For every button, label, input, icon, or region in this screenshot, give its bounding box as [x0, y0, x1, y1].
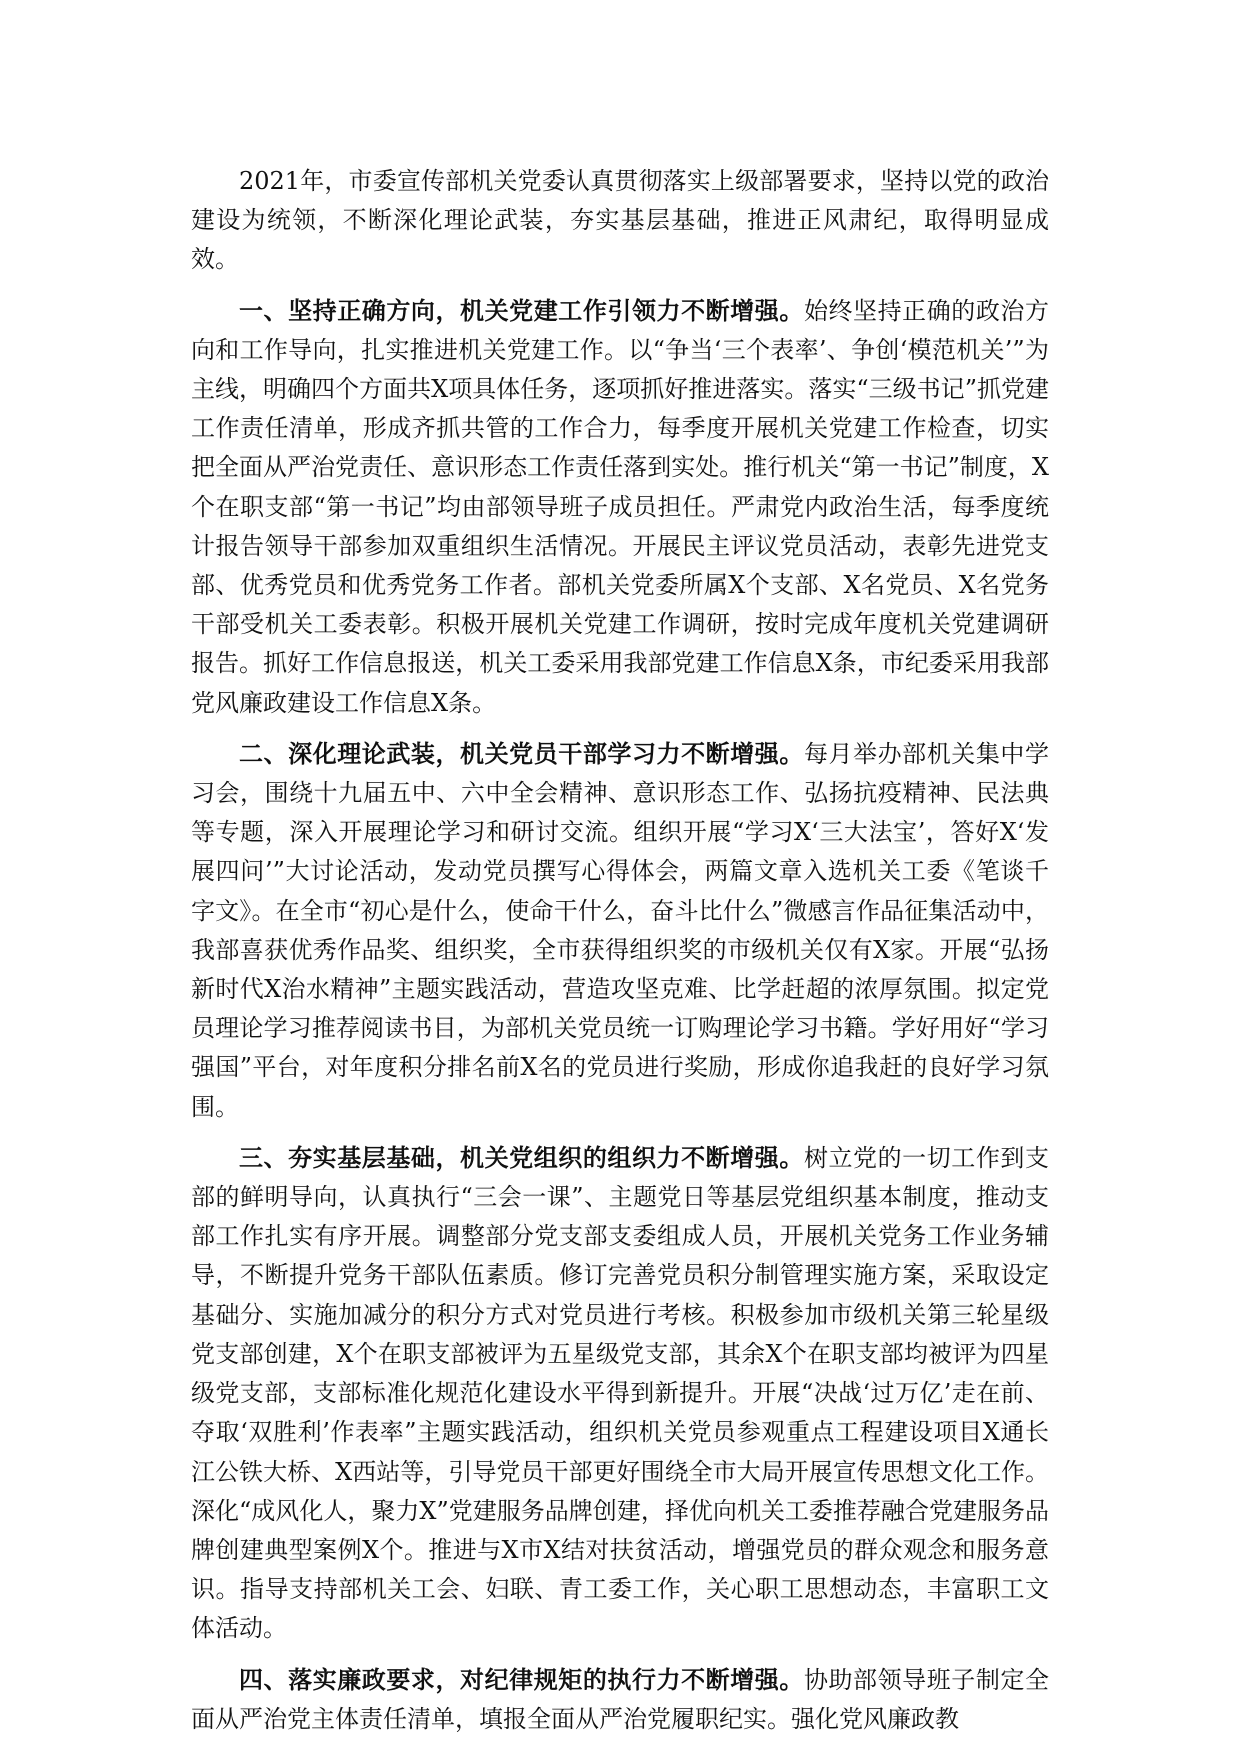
section-1-heading: 一、坚持正确方向，机关党建工作引领力不断增强。 [239, 295, 804, 325]
section-3-heading: 三、夯实基层基础，机关党组织的组织力不断增强。 [239, 1142, 804, 1172]
section-4-paragraph [191, 1660, 1049, 1739]
intro-paragraph: 2021年，市委宣传部机关党委认真贯彻落实上级部署要求，坚持以党的政治建设为统领，不断深化理论武装，夯实基层基础，推进正风肃纪，取得明显成效。 [191, 167, 1049, 274]
section-1-paragraph [191, 291, 1049, 723]
section-2-paragraph [191, 734, 1049, 1127]
section-3-paragraph [191, 1138, 1049, 1649]
section-1-body: 始终坚持正确的政治方向和工作导向，扎实推进机关党建工作。以“争当‘三个表率’、争创‘模范机关’”为主线，明确四个方面共X项具体任务，逐项抓好推进落实。落实“三级书记”抓党建工作责任清单，形成齐抓共管的工作合力，每季度开展机关党建工作检查，切实把全面从严治党责任、意识形态工作责任落到实处。推行机关“第一书记”制度，X个在职支部“第一书记”均由部领导班子成员担任。严肃党内政治生活，每季度统计报告领导干部参加双重组织生活情况。开展民主评议党员活动，表彰先进党支部、优秀党员和优秀党务工作者。部机关党委所属X个支部、X名党员、X名党务干部受机关工委表彰。积极开展机关党建工作调研，按时完成年度机关党建调研报告。抓好工作信息报送，机关工委采用我部党建工作信息X条，市纪委采用我部党风廉政建设工作信息X条。 [191, 296, 1049, 717]
section-2-body: 每月举办部机关集中学习会，围绕十九届五中、六中全会精神、意识形态工作、弘扬抗疫精神、民法典等专题，深入开展理论学习和研讨交流。组织开展“学习X‘三大法宝’，答好X‘发展四问’”大讨论活动，发动党员撰写心得体会，两篇文章入选机关工委《笔谈千字文》。在全市“初心是什么，使命干什么，奋斗比什么”微感言作品征集活动中，我部喜获优秀作品奖、组织奖，全市获得组织奖的市级机关仅有X家。开展“弘扬新时代X治水精神”主题实践活动，营造攻坚克难、比学赶超的浓厚氛围。拟定党员理论学习推荐阅读书目，为部机关党员统一订购理论学习书籍。学好用好“学习强国”平台，对年度积分排名前X名的党员进行奖励，形成你追我赶的良好学习氛围。 [191, 739, 1049, 1121]
section-3-body: 树立党的一切工作到支部的鲜明导向，认真执行“三会一课”、主题党日等基层党组织基本制度，推动支部工作扎实有序开展。调整部分党支部支委组成人员，开展机关党务工作业务辅导，不断提升党务干部队伍素质。修订完善党员积分制管理实施方案，采取设定基础分、实施加减分的积分方式对党员进行考核。积极参加市级机关第三轮星级党支部创建，X个在职支部被评为五星级党支部，其余X个在职支部均被评为四星级党支部，支部标准化规范化建设水平得到新提升。开展“决战‘过万亿’走在前、夺取‘双胜利’作表率”主题实践活动，组织机关党员参观重点工程建设项目X通长江公铁大桥、X西站等，引导党员干部更好围绕全市大局开展宣传思想文化工作。深化“成风化人，聚力X”党建服务品牌创建，择优向机关工委推荐融合党建服务品牌创建典型案例X个。推进与X市X结对扶贫活动，增强党员的群众观念和服务意识。指导支持部机关工会、妇联、青工委工作，关心职工思想动态，丰富职工文体活动。 [191, 1143, 1049, 1643]
section-4-body: 协助部领导班子制定全面从严治党主体责任清单，填报全面从严治党履职纪实。强化党风廉政教 [191, 1665, 1049, 1733]
section-4-heading: 四、落实廉政要求，对纪律规矩的执行力不断增强。 [239, 1664, 804, 1694]
section-2-heading: 二、深化理论武装，机关党员干部学习力不断增强。 [239, 738, 804, 768]
document-body [191, 162, 1049, 1750]
